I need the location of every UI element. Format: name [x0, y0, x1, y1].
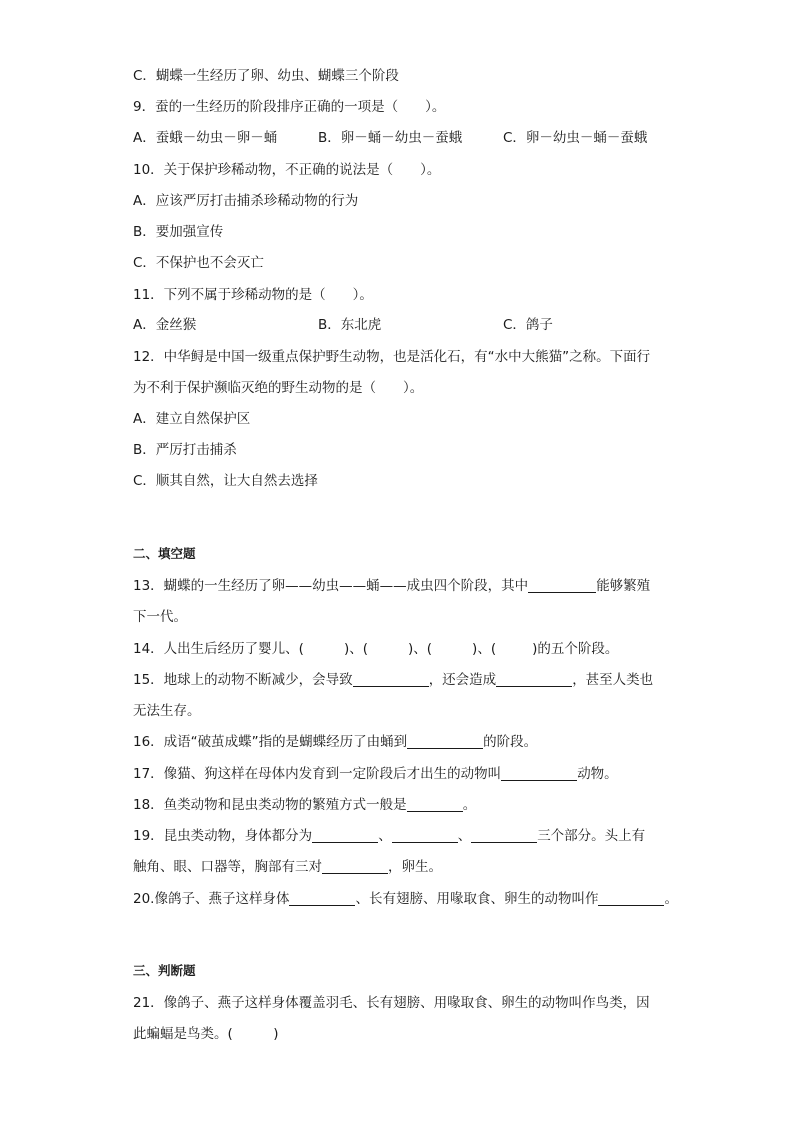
q17-blank[interactable] — [501, 766, 577, 781]
q14-text-2: )、( — [343, 641, 368, 657]
q14-text-1: 14．人出生后经历了婴儿、( — [133, 641, 304, 657]
q17-text-1: 17．像猫、狗这样在母体内发育到一定阶段后才出生的动物叫 — [133, 766, 502, 782]
q16-line — [133, 733, 537, 751]
q10-option-a: A．应该严厉打击捕杀珍稀动物的行为 — [133, 193, 359, 209]
q11-option-a: A．金丝猴 — [133, 317, 197, 333]
q9-option-c: C．卵－幼虫－蛹－蚕蛾 — [503, 130, 648, 146]
q19-text-1: 19．昆虫类动物，身体都分为 — [133, 828, 313, 844]
q20-blank-1[interactable] — [289, 891, 355, 906]
q10-option-c: C．不保护也不会灭亡 — [133, 255, 264, 271]
q11-option-b: B．东北虎 — [318, 317, 382, 333]
q17-text-2: 动物。 — [577, 766, 618, 782]
q15-text-1: 15．地球上的动物不断减少，会导致 — [133, 672, 353, 688]
q18-text-2: 。 — [462, 797, 477, 813]
q15-blank-1[interactable] — [353, 672, 429, 687]
q19-blank-1[interactable] — [312, 828, 378, 843]
q19-text-5: 触角、眼、口器等，胸部有三对 — [133, 859, 322, 875]
q15-text-2: ，还会造成 — [428, 672, 497, 688]
q11-option-c: C．鸽子 — [503, 317, 553, 333]
q14-text-5: )的五个阶段。 — [532, 641, 619, 657]
q9-option-b: B．卵－蛹－幼虫－蚕蛾 — [318, 130, 463, 146]
q19-text-4: 三个部分。头上有 — [537, 828, 646, 844]
q19-blank-4[interactable] — [322, 859, 388, 874]
q14-line — [133, 640, 618, 658]
q21-line1: 21．像鸽子、燕子这样身体覆盖羽毛、长有翅膀、用喙取食、卵生的动物叫作鸟类，因 — [133, 995, 650, 1011]
q18-text-1: 18．鱼类动物和昆虫类动物的繁殖方式一般是 — [133, 797, 407, 813]
q9-stem: 9．蚕的一生经历的阶段排序正确的一项是（ ）。 — [133, 99, 446, 115]
q16-text-1: 16．成语“破茧成蝶”指的是蝴蝶经历了由蛹到 — [133, 734, 408, 750]
q20-text-1: 20.像鸽子、燕子这样身体 — [133, 891, 290, 907]
q17-line — [133, 765, 618, 783]
q13-line2: 下一代。 — [133, 609, 187, 625]
q21-line2: 此蝙蝠是鸟类。( ) — [133, 1026, 279, 1042]
q12-stem-line1: 12．中华鲟是中国一级重点保护野生动物，也是活化石，有“水中大熊猫”之称。下面行 — [133, 349, 651, 365]
q13-line1 — [133, 577, 650, 595]
q19-text-2: 、 — [378, 828, 392, 844]
q8-option-c: C．蝴蝶一生经历了卵、幼虫、蝴蝶三个阶段 — [133, 68, 399, 84]
q13-text-2: 能够繁殖 — [596, 578, 651, 594]
q14-text-3: )、( — [408, 641, 433, 657]
q14-text-4: )、( — [472, 641, 497, 657]
q10-stem: 10．关于保护珍稀动物，不正确的说法是（ ）。 — [133, 162, 441, 178]
q20-text-3: 。 — [664, 891, 678, 907]
q19-text-6: ，卵生。 — [388, 859, 442, 875]
q11-stem: 11．下列不属于珍稀动物的是（ ）。 — [133, 287, 373, 303]
q12-stem-line2: 为不利于保护濒临灭绝的野生动物的是（ ）。 — [133, 380, 424, 396]
q18-blank[interactable] — [407, 797, 463, 812]
q19-blank-2[interactable] — [392, 828, 458, 843]
q12-option-c: C．顺其自然，让大自然去选择 — [133, 473, 318, 489]
q15-text-3: ，甚至人类也 — [572, 672, 654, 688]
q16-blank[interactable] — [407, 734, 483, 749]
q20-text-2: 、长有翅膀、用喙取食、卵生的动物叫作 — [355, 891, 599, 907]
q12-option-a: A．建立自然保护区 — [133, 411, 251, 427]
q13-text-1: 13．蝴蝶的一生经历了卵——幼虫——蛹——成虫四个阶段，其中 — [133, 578, 529, 594]
q20-blank-2[interactable] — [598, 891, 664, 906]
q19-text-3: 、 — [457, 828, 472, 844]
q15-blank-2[interactable] — [496, 672, 572, 687]
q10-option-b: B．要加强宣传 — [133, 224, 224, 240]
q16-text-2: 的阶段。 — [483, 734, 538, 750]
q18-line — [133, 796, 476, 814]
section-true-false-title: 三、判断题 — [133, 963, 196, 978]
q13-blank[interactable] — [528, 578, 596, 593]
q15-line2: 无法生存。 — [133, 703, 201, 719]
q19-line1 — [133, 827, 645, 845]
q15-line1 — [133, 671, 653, 689]
q12-option-b: B．严厉打击捕杀 — [133, 442, 237, 458]
q19-line2 — [133, 858, 442, 876]
q19-blank-3[interactable] — [471, 828, 537, 843]
q20-line — [133, 890, 678, 908]
section-fill-in-title: 二、填空题 — [133, 546, 196, 561]
q9-option-a: A．蚕蛾－幼虫－卵－蛹 — [133, 130, 278, 146]
